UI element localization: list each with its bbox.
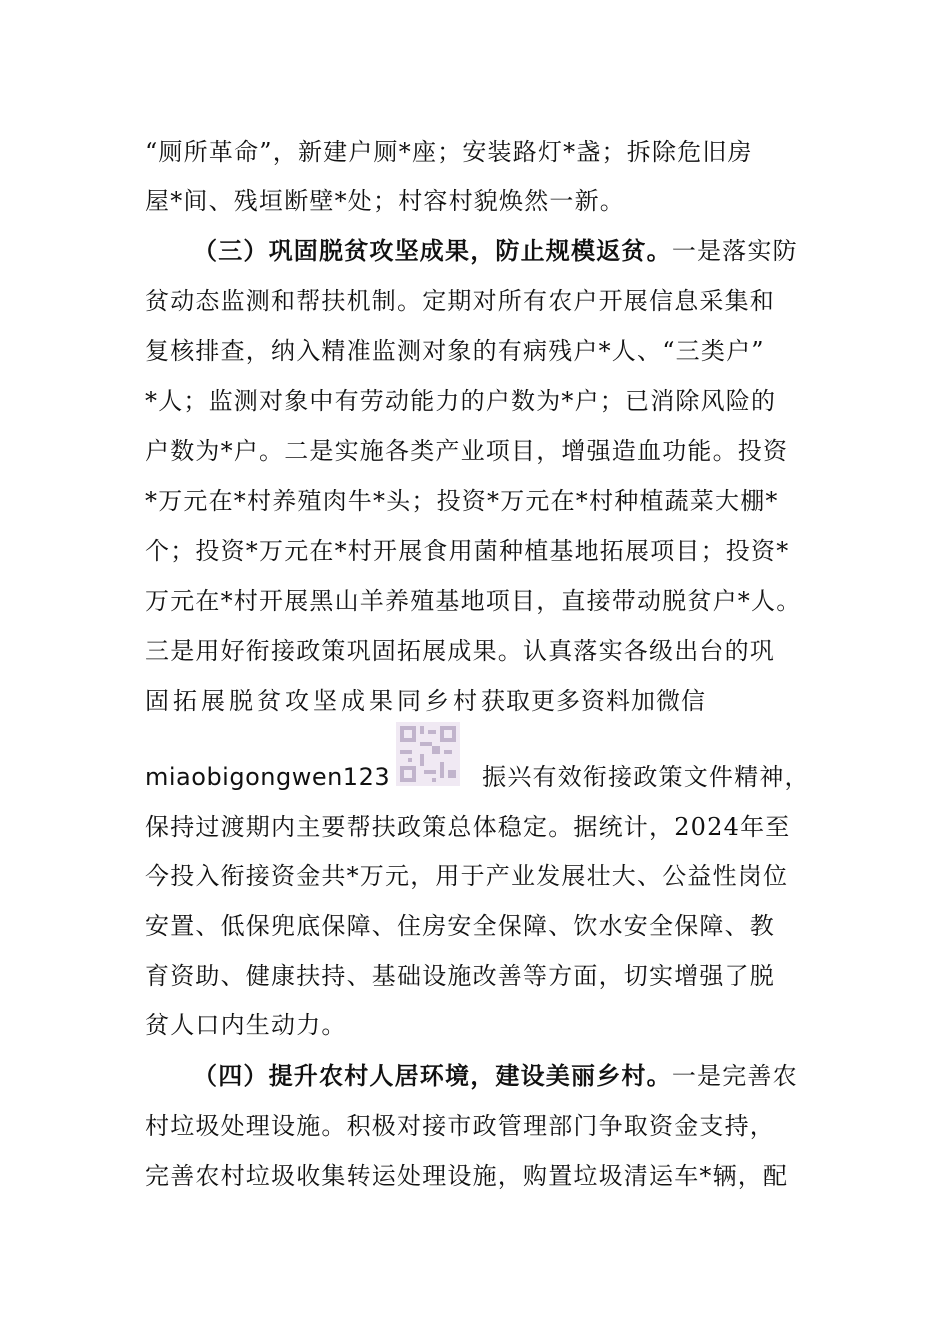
paragraph-line: 贫动态监测和帮扶机制。定期对所有农户开展信息采集和: [145, 287, 775, 315]
paragraph-text: 振兴有效衔接政策文件精神，: [482, 763, 810, 791]
paragraph-line: 今投入衔接资金共*万元，用于产业发展壮大、公益性岗位: [145, 862, 789, 890]
paragraph-line: 村垃圾处理设施。积极对接市政管理部门争取资金支持，: [145, 1112, 775, 1140]
wechat-id-text: miaobigongwen123: [145, 763, 391, 791]
paragraph-line: *人；监测对象中有劳动能力的户数为*户；已消除风险的: [145, 387, 777, 415]
paragraph-line: 育资助、健康扶持、基础设施改善等方面，切实增强了脱: [145, 962, 775, 990]
paragraph-line: 贫人口内生动力。: [145, 1011, 347, 1039]
paragraph-line: [145, 676, 810, 726]
paragraph-line: “厕所革命”，新建户厕*座；安装路灯*盏；拆除危旧房: [145, 138, 753, 166]
paragraph-line: 户数为*户。二是实施各类产业项目，增强造血功能。投资: [145, 437, 789, 465]
paragraph-line: 个；投资*万元在*村开展食用菌种植基地拓展项目；投资*: [145, 537, 790, 565]
paragraph-line: 屋*间、残垣断壁*处；村容村貌焕然一新。: [145, 187, 625, 215]
paragraph-line: 三是用好衔接政策巩固拓展成果。认真落实各级出台的巩: [145, 637, 775, 665]
paragraph-line: 复核排查，纳入精准监测对象的有病残户*人、“三类户”: [145, 337, 765, 365]
paragraph-line: 安置、低保兜底保障、住房安全保障、饮水安全保障、教: [145, 912, 775, 940]
wechat-ad-text: 获取更多资料加微信: [481, 687, 706, 715]
section-heading-3: （三）巩固脱贫攻坚成果，防止规模返贫。: [193, 236, 672, 265]
section-heading-4: （四）提升农村人居环境，建设美丽乡村。: [193, 1061, 672, 1090]
paragraph-line: [145, 752, 810, 802]
section-heading-line: [193, 226, 810, 276]
paragraph-line: 完善农村垃圾收集转运处理设施，购置垃圾清运车*辆，配: [145, 1162, 789, 1190]
paragraph-line: 保持过渡期内主要帮扶政策总体稳定。据统计，2024年至: [145, 813, 791, 841]
paragraph-text: 一是完善农: [671, 1062, 798, 1090]
section-heading-line: [193, 1051, 810, 1101]
paragraph-text: 固拓展脱贫攻坚成果同乡村: [145, 687, 481, 715]
paragraph-line: *万元在*村养殖肉牛*头；投资*万元在*村种植蔬菜大棚*: [145, 487, 779, 515]
paragraph-text: 一是落实防: [671, 237, 798, 265]
paragraph-line: 万元在*村开展黑山羊养殖基地项目，直接带动脱贫户*人。: [145, 587, 802, 615]
